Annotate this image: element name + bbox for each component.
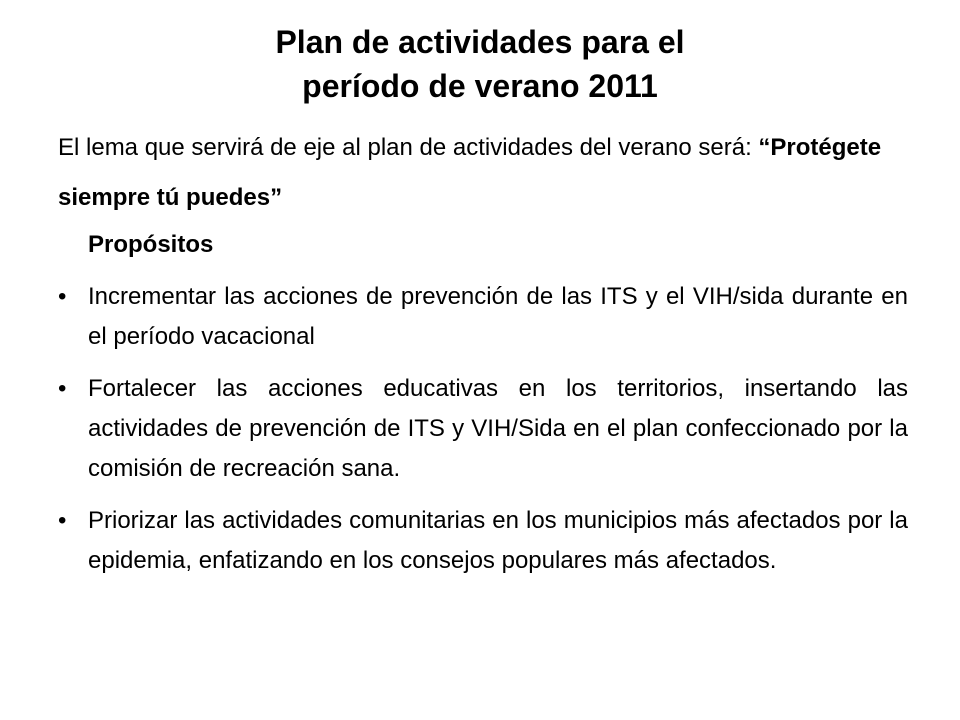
bullet-icon: • <box>58 283 67 310</box>
bullet-icon: • <box>58 507 67 534</box>
title-line-2: período de verano 2011 <box>302 68 658 104</box>
section-heading: Propósitos <box>88 231 214 258</box>
bullet-icon: • <box>58 375 67 402</box>
title-line-1: Plan de actividades para el <box>275 24 685 60</box>
bullet-text: Priorizar las actividades comunitarias en los municipios más afectados por la epidemia, enfatizando en los consejos populares más afectados. <box>88 507 908 574</box>
lema-quote: “Protégete siempre tú puedes” <box>58 134 882 211</box>
bullet-item <box>58 501 908 581</box>
bullet-item <box>58 277 908 357</box>
bullet-list <box>58 277 908 593</box>
lema-intro: El lema que servirá de eje al plan de actividades del verano será: <box>58 134 759 161</box>
bullet-text: Incrementar las acciones de prevención de las ITS y el VIH/sida durante en el período vacacional <box>88 283 908 350</box>
bullet-item <box>58 369 908 489</box>
lema-paragraph <box>58 123 908 223</box>
slide-title <box>0 20 960 108</box>
bullet-text: Fortalecer las acciones educativas en los territorios, insertando las actividades de prevención de ITS y VIH/Sida en el plan confeccionado por la comisión de recreación sana. <box>88 375 908 482</box>
